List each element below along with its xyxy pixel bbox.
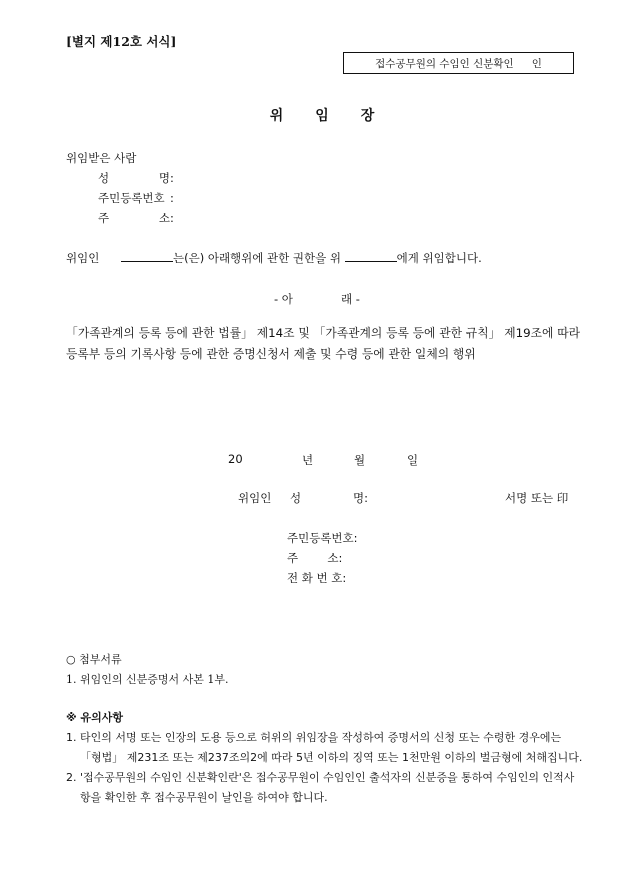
date-month[interactable]: 월 [354, 453, 366, 467]
below-heading-right: 래 - [341, 292, 360, 306]
attachments-heading: ○ 첨부서류 [66, 653, 122, 666]
notes-heading: ※ 유의사항 [66, 711, 124, 724]
title-char: 위 [269, 108, 284, 124]
page-title [0, 105, 644, 125]
field-label: 성 명 [98, 171, 170, 185]
attachment-item: 1. 위임인의 신분증명서 사본 1부. [66, 673, 229, 686]
receiver-verification-label: 접수공무원의 수임인 신분확인 [375, 57, 514, 70]
notes-section [66, 708, 584, 808]
below-heading-left: - 아 [274, 292, 293, 306]
delegator-label: 위임인 [66, 251, 100, 265]
delegation-sentence [66, 250, 482, 266]
sentence-middle: 는(은) 아래행위에 관한 권한을 위 [172, 251, 341, 265]
date-year[interactable]: 년 [302, 453, 314, 467]
attachments-section [66, 650, 584, 690]
sentence-suffix: 에게 위임합니다. [396, 251, 482, 265]
receiver-verification-box [343, 52, 574, 74]
delegator-phone-field[interactable]: 전 화 번 호: [287, 571, 347, 585]
delegatee-name-field[interactable]: 성 명: [98, 171, 174, 185]
delegator-rrn-field[interactable]: 주민등록번호: [287, 531, 358, 545]
delegator-label: 위임인 [238, 491, 272, 505]
date-day[interactable]: 일 [407, 453, 419, 467]
delegatee-rrn-field[interactable]: 주민등록번호 : [98, 191, 174, 205]
delegator-name-label-a: 성 [290, 491, 302, 505]
title-char: 장 [360, 108, 375, 124]
delegatee-blank[interactable] [345, 251, 397, 262]
delegator-address-field[interactable]: 주 소: [287, 551, 343, 565]
delegated-act-description: 「가족관계의 등록 등에 관한 법률」 제14조 및 「가족관계의 등록 등에 관한 규칙」 제19조에 따라 등록부 등의 기록사항 등에 관한 증명신청서 제출 및 수령 등에 관한 일체의 행위 [66, 326, 580, 361]
field-label: 주 소 [98, 211, 170, 225]
form-number: [별지 제12호 서식] [66, 34, 177, 49]
signature-or-seal[interactable]: 서명 또는 印 [505, 491, 569, 505]
note-item: 2. '접수공무원의 수임인 신분확인란'은 접수공무원이 수임인인 출석자의 신분증을 통하여 수임인의 인적사항을 확인한 후 접수공무원이 날인을 하여야 합니다. [66, 771, 575, 804]
note-item: 1. 타인의 서명 또는 인장의 도용 등으로 허위의 위임장을 작성하여 증명서의 신청 또는 수령한 경우에는 「형법」 제231조 또는 제237조의2에 따라 5년 이하의 징역 또는 1천만원 이하의 벌금형에 처해집니다. [66, 731, 583, 764]
delegatee-heading: 위임받은 사람 [66, 151, 137, 165]
date-year-prefix[interactable]: 20 [228, 452, 243, 466]
delegatee-address-field[interactable]: 주 소: [98, 211, 174, 225]
delegator-name-label-b[interactable]: 명: [353, 491, 368, 505]
seal-mark: 인 [531, 57, 542, 70]
title-char: 임 [315, 108, 329, 124]
delegator-blank[interactable] [121, 251, 173, 262]
field-label: 주민등록번호 [98, 191, 165, 205]
